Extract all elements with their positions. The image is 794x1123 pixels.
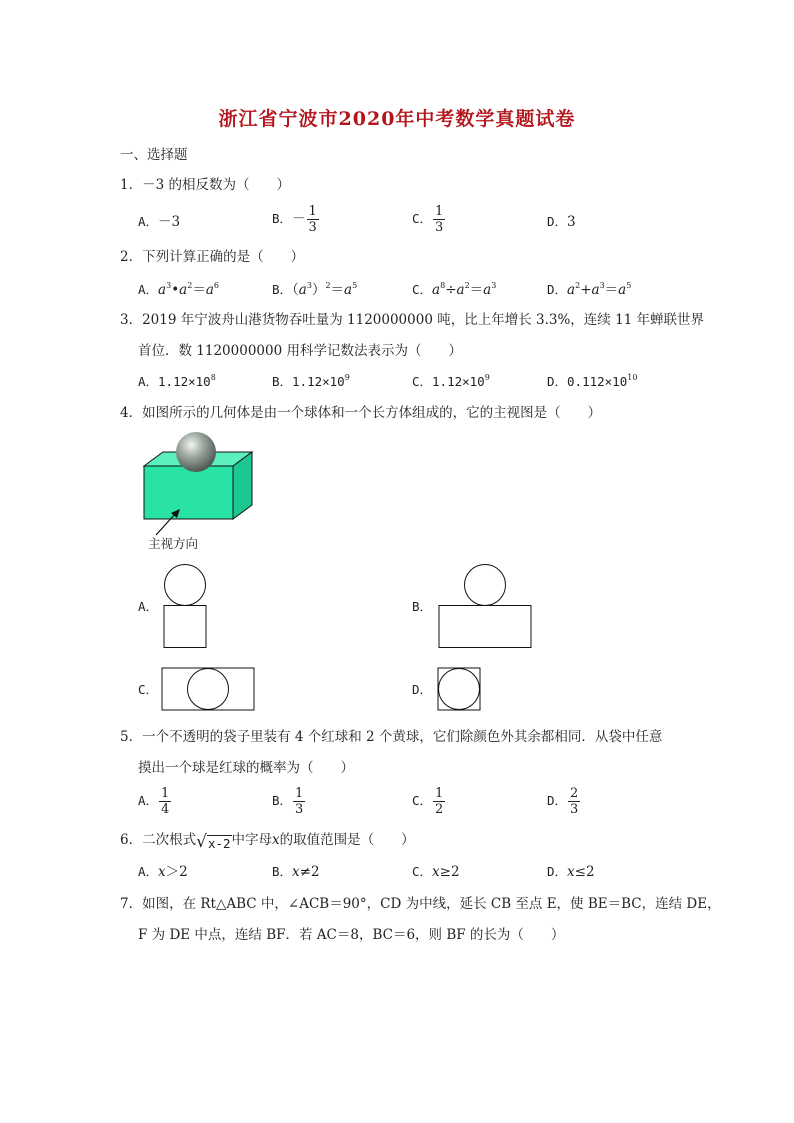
sphere: [176, 432, 216, 472]
q5-option-c: C． $\frac{1}{2}$: [412, 786, 444, 817]
fraction: $\frac{1}{3}$: [308, 204, 317, 235]
q1-option-a: A．－3: [138, 214, 181, 230]
q3-option-b: B．$1.12\times 10^9$: [272, 373, 350, 389]
q1-option-b: B．－ $\frac{1}{3}$: [272, 204, 317, 235]
q3-option-d: D．$0.112\times 10^{10}$: [547, 373, 638, 389]
q1-stem: 1．－3 的相反数为（ ）: [120, 177, 290, 193]
figure-caption: 主视方向: [148, 536, 199, 551]
q4-option-c-figure: [160, 665, 260, 715]
q6-stem: 6．二次根式 √ x-2 中字母x的取值范围是（ ）: [120, 832, 415, 852]
q4-option-a-label: A．: [138, 599, 159, 614]
q2-option-d: D．$a^2+a^3=a^5$: [547, 281, 632, 298]
q6-option-c: C．x≥2: [412, 864, 460, 880]
q1-option-d: D．3: [547, 214, 576, 230]
q2-stem: 2．下列计算正确的是（ ）: [120, 249, 305, 265]
square-root: √ x-2: [196, 832, 231, 852]
q5-option-b: B． $\frac{1}{3}$: [272, 786, 304, 817]
q6-option-b: B．x≠2: [272, 864, 320, 880]
q2-option-a: A．$a^3•a^2=a^6$: [138, 281, 219, 298]
q3-option-a: A．$1.12\times 10^8$: [138, 373, 216, 389]
q2-option-c: C．$a^8\div a^2=a^3$: [412, 281, 497, 298]
q6-option-d: D．x≤2: [547, 864, 595, 880]
q1-option-c: C． $\frac{1}{3}$: [412, 204, 444, 235]
q3-stem-line2: 首位．数 1120000000 用科学记数法表示为（ ）: [138, 343, 462, 359]
fraction: $\frac{2}{3}$: [570, 786, 579, 817]
q4-option-d-label: D．: [412, 682, 433, 697]
q5-option-a: A． $\frac{1}{4}$: [138, 786, 170, 817]
q4-option-a-figure: [160, 562, 210, 652]
q4-option-b-figure: [436, 562, 536, 652]
q3-option-c: C．$1.12\times 10^9$: [412, 373, 490, 389]
q4-option-d-figure: [436, 665, 486, 715]
section-heading: 一、选择题: [120, 147, 188, 163]
q5-stem-line2: 摸出一个球是红球的概率为（ ）: [138, 760, 354, 776]
q7-stem-line1: 7．如图，在 Rt△ABC 中，∠ACB＝90°，CD 为中线，延长 CB 至点 E，使 BE＝BC，连结 DE，: [120, 896, 721, 912]
q6-option-a: A．x＞2: [138, 864, 188, 880]
fraction: $\frac{1}{3}$: [435, 204, 444, 235]
page-title: 浙江省宁波市2020年中考数学真题试卷: [218, 108, 576, 130]
q7-stem-line2: F 为 DE 中点，连结 BF．若 AC＝8，BC＝6，则 BF 的长为（ ）: [138, 927, 565, 943]
q3-stem-line1: 3．2019 年宁波舟山港货物吞吐量为 1120000000 吨，比上年增长 3.3%，连续 11 年蝉联世界: [120, 312, 705, 328]
q5-option-d: D． $\frac{2}{3}$: [547, 786, 579, 817]
fraction: $\frac{1}{4}$: [161, 786, 170, 817]
q4-stem: 4．如图所示的几何体是由一个球体和一个长方体组成的，它的主视图是（ ）: [120, 405, 602, 421]
fraction: $\frac{1}{2}$: [435, 786, 444, 817]
q4-option-b-label: B．: [412, 599, 433, 614]
q2-option-b: B．$(a^3)^2=a^5$: [272, 281, 358, 298]
fraction: $\frac{1}{3}$: [295, 786, 304, 817]
q5-stem-line1: 5．一个不透明的袋子里装有 4 个红球和 2 个黄球，它们除颜色外其余都相同．从袋中任意: [120, 729, 663, 745]
q4-option-c-label: C．: [138, 682, 159, 697]
